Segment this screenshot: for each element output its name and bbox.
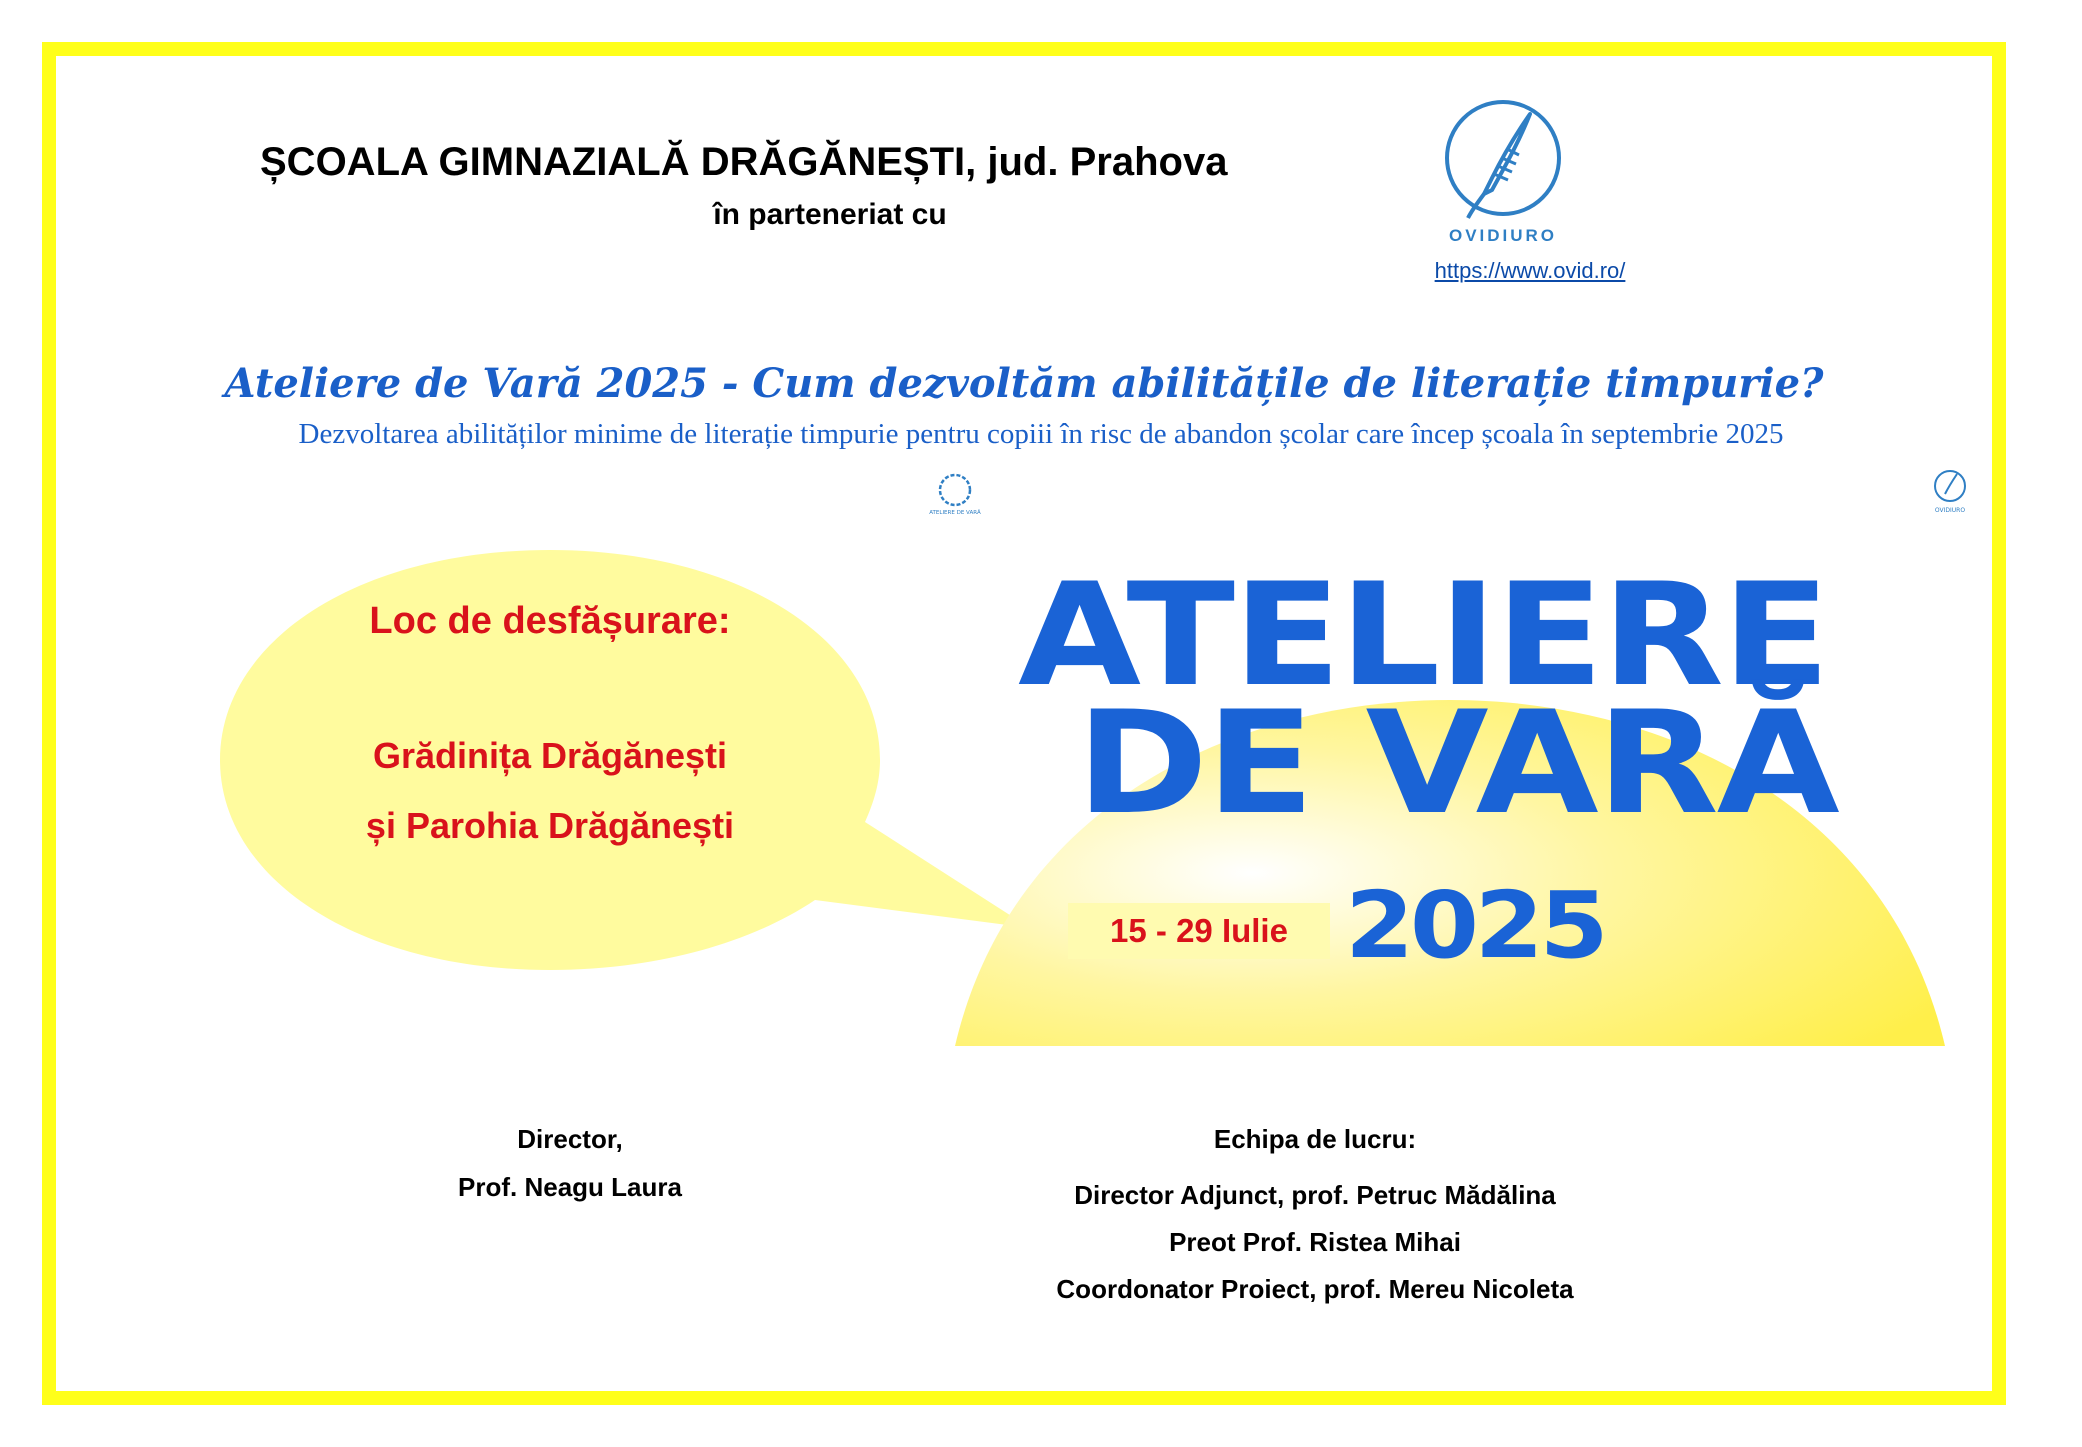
program-title: Ateliere de Vară 2025 - Cum dezvoltăm abilitățile de literație timpurie? [224,360,1824,407]
banner-year: 2025 [1345,872,1605,979]
team-title: Echipa de lucru: [1213,1124,1417,1154]
quill-icon [1438,98,1568,228]
banner-title [1018,553,2004,846]
svg-text:ATELIERE DE VARĂ: ATELIERE DE VARĂ [929,510,981,516]
dates-badge: 15 - 29 Iulie [1068,903,1330,959]
ateliere-de-vara-sun-icon [929,470,981,524]
program-subtitle: Dezvoltarea abilităților minime de literație timpurie pentru copiii în risc de abandon școlar care încep școala în septembrie 2025 [298,418,1784,450]
school-title: ȘCOALA GIMNAZIALĂ DRĂGĂNEȘTI, jud. Prahova [260,140,1228,184]
quill-icon [1928,468,1972,518]
venue-label: Loc de desfășurare: [369,600,731,642]
venue-line-1: Grădinița Drăgănești [372,735,728,776]
banner-line-1: ATELIERE [1018,553,1829,718]
director-title: Director, [517,1124,623,1154]
team-member: Preot Prof. Ristea Mihai [1169,1227,1461,1257]
banner-line-2: DE VARĂ [1076,681,1838,846]
team-member: Coordonator Proiect, prof. Mereu Nicoleta [1056,1274,1574,1304]
partner-logo-name: OVIDIURO [1448,226,1558,245]
venue-line-2: și Parohia Drăgănești [365,805,735,846]
director-name: Prof. Neagu Laura [458,1172,682,1202]
svg-text:OVIDIURO: OVIDIURO [1934,507,1966,514]
partnership-line: în parteneriat cu [713,198,947,231]
team-list [1010,1172,1620,1313]
partner-link[interactable]: https://www.ovid.ro/ [1434,258,1626,283]
team-member: Director Adjunct, prof. Petruc Mădălina [1074,1180,1556,1210]
